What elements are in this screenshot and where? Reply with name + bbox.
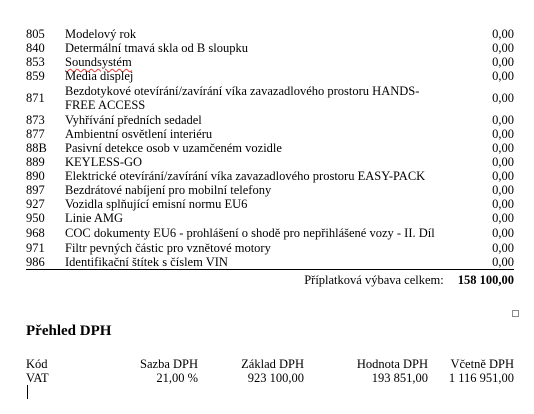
table-row xyxy=(26,197,514,211)
vat-header-row xyxy=(26,357,514,371)
total-value: 158 100,00 xyxy=(457,273,514,287)
table-row xyxy=(26,255,514,270)
table-row xyxy=(26,169,514,183)
vat-header-amount: Hodnota DPH xyxy=(356,357,428,371)
item-price: 0,00 xyxy=(492,169,514,183)
table-row xyxy=(26,211,514,225)
vat-header-code: Kód xyxy=(26,357,48,371)
item-description: Soundsystém xyxy=(65,55,132,69)
vat-rate: 21,00 % xyxy=(156,371,198,385)
item-price: 0,00 xyxy=(492,155,514,169)
item-description: KEYLESS-GO xyxy=(65,155,143,169)
item-code: 859 xyxy=(26,69,45,83)
equipment-list xyxy=(26,27,514,287)
item-price: 0,00 xyxy=(492,141,514,155)
table-row xyxy=(26,27,514,41)
item-code: 968 xyxy=(26,226,45,240)
vat-base: 923 100,00 xyxy=(247,371,304,385)
item-code: 950 xyxy=(26,211,45,225)
item-price: 0,00 xyxy=(492,241,514,255)
item-description: Bezdotykové otevírání/zavírání víka zavazadlového prostoru HANDS-FREE ACCESS xyxy=(65,84,420,112)
vat-header-rate: Sazba DPH xyxy=(140,357,198,371)
item-code: 873 xyxy=(26,113,45,127)
vat-header-total: Včetně DPH xyxy=(450,357,514,371)
table-row xyxy=(26,141,514,155)
item-code: 840 xyxy=(26,41,45,55)
table-row xyxy=(26,41,514,55)
vat-header-base: Základ DPH xyxy=(241,357,304,371)
item-rows xyxy=(26,27,514,270)
item-description: Bezdrátové nabíjení pro mobilní telefony xyxy=(65,183,272,197)
item-code: 890 xyxy=(26,169,45,183)
table-resize-handle[interactable] xyxy=(512,310,519,317)
item-description: Linie AMG xyxy=(65,211,123,225)
item-price: 0,00 xyxy=(492,41,514,55)
vat-code: VAT xyxy=(26,371,49,385)
item-code: 871 xyxy=(26,91,45,105)
item-code: 877 xyxy=(26,127,45,141)
table-row xyxy=(26,69,514,83)
item-code: 853 xyxy=(26,55,45,69)
table-row xyxy=(26,155,514,169)
table-row xyxy=(26,225,514,241)
item-code: 889 xyxy=(26,155,45,169)
item-price: 0,00 xyxy=(492,183,514,197)
table-row xyxy=(26,127,514,141)
vat-total: 1 116 951,00 xyxy=(448,371,514,385)
item-description: Media displej xyxy=(65,69,134,83)
item-description: Determální tmavá skla od B sloupku xyxy=(65,41,248,55)
table-row xyxy=(26,183,514,197)
item-description: Modelový rok xyxy=(65,27,137,41)
vat-amount: 193 851,00 xyxy=(371,371,428,385)
item-description: Elektrické otevírání/zavírání víka zavazadlového prostoru EASY-PACK xyxy=(65,169,426,183)
item-code: 927 xyxy=(26,197,45,211)
item-price: 0,00 xyxy=(492,91,514,105)
item-description: Vozidla splňující emisní normu EU6 xyxy=(65,197,248,211)
item-code: 805 xyxy=(26,27,45,41)
item-price: 0,00 xyxy=(492,55,514,69)
item-price: 0,00 xyxy=(492,226,514,240)
total-label: Příplatková výbava celkem: xyxy=(304,273,444,287)
item-description: Identifikační štítek s číslem VIN xyxy=(65,255,228,269)
item-description: Filtr pevných částic pro vznětové motory xyxy=(65,241,271,255)
item-price: 0,00 xyxy=(492,211,514,225)
vat-table xyxy=(26,357,514,385)
vat-data-row xyxy=(26,371,514,385)
total-row xyxy=(26,273,514,287)
item-price: 0,00 xyxy=(492,69,514,83)
text-cursor[interactable] xyxy=(27,385,28,399)
item-code: 986 xyxy=(26,255,45,269)
item-code: 897 xyxy=(26,183,45,197)
vat-section-title: Přehled DPH xyxy=(26,323,112,339)
item-price: 0,00 xyxy=(492,255,514,269)
item-price: 0,00 xyxy=(492,127,514,141)
item-code: 971 xyxy=(26,241,45,255)
table-row xyxy=(26,83,514,113)
item-description: COC dokumenty EU6 - prohlášení o shodě pro nepřihlášené vozy - II. Díl xyxy=(65,226,435,240)
item-description: Pasivní detekce osob v uzamčeném vozidle xyxy=(65,141,282,155)
table-row xyxy=(26,113,514,127)
item-price: 0,00 xyxy=(492,113,514,127)
item-code: 88B xyxy=(26,141,47,155)
table-row xyxy=(26,241,514,255)
table-row xyxy=(26,55,514,69)
item-price: 0,00 xyxy=(492,27,514,41)
item-price: 0,00 xyxy=(492,197,514,211)
item-description: Ambientní osvětlení interiéru xyxy=(65,127,213,141)
item-description: Vyhřívání předních sedadel xyxy=(65,113,202,127)
